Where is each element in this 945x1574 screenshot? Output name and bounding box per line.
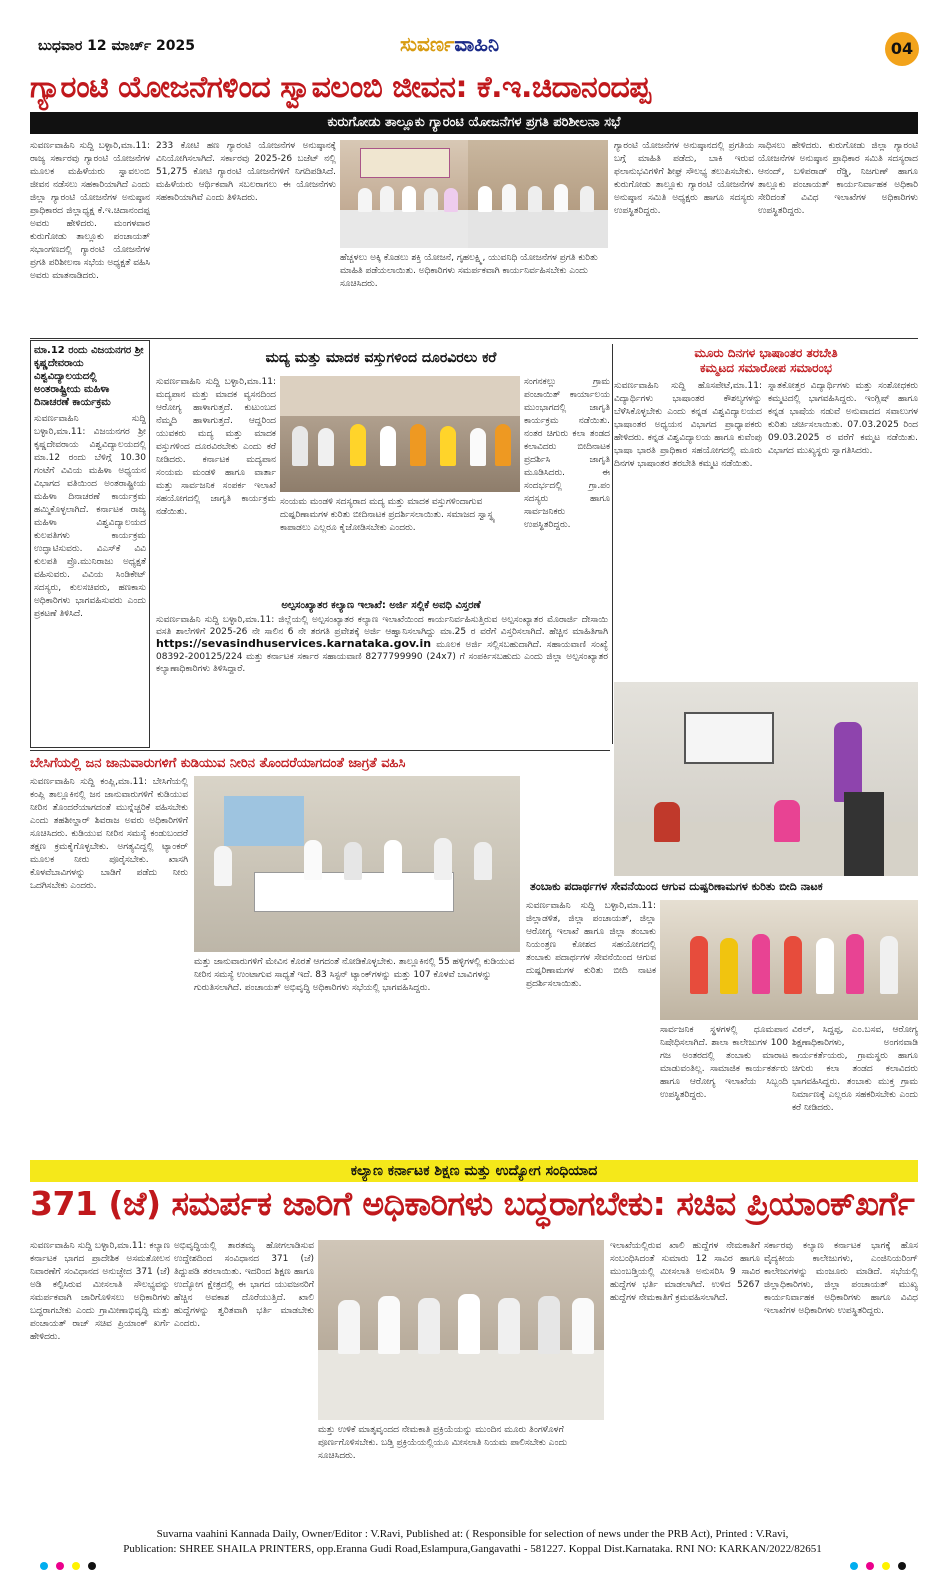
notice-headline: ಅಲ್ಪಸಂಖ್ಯಾತರ ಕಲ್ಯಾಣ ಇಲಾಖೆ: ಅರ್ಜಿ ಸಲ್ಲಿಕೆ ಅವಧಿ ವಿಸ್ತರಣೆ: [281, 600, 481, 611]
notice-url[interactable]: https://sevasindhuservices.karnataka.gov.in: [156, 637, 432, 650]
tobacco-headline: ತಂಬಾಕು ಪದಾರ್ಥಗಳ ಸೇವನೆಯಿಂದ ಆಗುವ ದುಷ್ಪರಿಣಾಮಗಳ ಕುರಿತು ಬೀದಿ ನಾಟಕ: [530, 880, 823, 893]
registration-dot: [898, 1562, 906, 1570]
translation-column-2: ಸ್ನಾತಕೋತ್ತರ ವಿದ್ಯಾರ್ಥಿಗಳು ಮತ್ತು ಸಂಶೋಧಕರು ಕಮ್ಮಟದಲ್ಲಿ ಭಾಗವಹಿಸಿದ್ದರು. ಇಂಗ್ಲಿಷ್ ಹಾಗೂ ಕನ್ನಡ ಭಾಷೆಯ ನಡುವೆ ಅನುವಾದದ ಸವಾಲುಗಳ ಕುರಿತು ಚರ್ಚಿಸಲಾಯಿತು. 07.03.2025 ರಿಂದ 09.03.2025 ರ ವರೆಗೆ ಕಮ್ಮಟ ನಡೆಯಿತು. ವಿಭಾಗದ ಮುಖ್ಯಸ್ಥರು ಸ್ವಾಗತಿಸಿದರು.: [768, 381, 918, 456]
tobacco-photo: [660, 900, 918, 1020]
tobacco-column-1: ಸುವರ್ಣವಾಹಿನಿ ಸುದ್ದಿ ಬಳ್ಳಾರಿ,ಮಾ.11: ಜಿಲ್ಲಾಡಳಿತ, ಜಿಲ್ಲಾ ಪಂಚಾಯತ್, ಜಿಲ್ಲಾ ಆರೋಗ್ಯ ಇಲಾಖೆ ಹಾಗೂ ಜಿಲ್ಲಾ ತಂಬಾಕು ನಿಯಂತ್ರಣ ಕೋಶದ ಸಹಯೋಗದಲ್ಲಿ ತಂಬಾಕು ಪದಾರ್ಥಗಳ ಸೇವನೆಯಿಂದ ಆಗುವ ದುಷ್ಪರಿಣಾಮಗಳ ಕುರಿತು ಬೀದಿ ನಾಟಕ ಪ್ರದರ್ಶಿಸಲಾಯಿತು.: [526, 901, 656, 989]
water-photo-caption: ಮತ್ತು ಜಾನುವಾರುಗಳಿಗೆ ಮೇವಿನ ಕೊರತೆ ಆಗದಂತೆ ನೋಡಿಕೊಳ್ಳಬೇಕು. ತಾಲ್ಲೂಕಿನಲ್ಲಿ 55 ಹಳ್ಳಿಗಳಲ್ಲಿ ಕುಡಿಯುವ ನೀರಿನ ಸಮಸ್ಯೆ ಉಂಟಾಗುವ ಸಾಧ್ಯತೆ ಇದೆ. 83 ಸಿಸ್ಟನ್ ಟ್ಯಾಂಕ್‌ಗಳನ್ನು ಮತ್ತು 107 ಕೊಳವೆ ಬಾವಿಗಳನ್ನು ಗುರುತಿಸಲಾಗಿದೆ. ಪಂಚಾಯತ್ ಅಭಿವೃದ್ಧಿ ಅಧಿಕಾರಿಗಳು ಸಭೆಯಲ್ಲಿ ಭಾಗವಹಿಸಿದ್ದರು.: [194, 957, 515, 993]
translation-title-line-1: ಮೂರು ದಿನಗಳ ಭಾಷಾಂತರ ತರಬೇತಿ: [694, 346, 838, 360]
kalyan-headline: 371 (ಜೆ) ಸಮರ್ಪಕ ಜಾರಿಗೆ ಅಧಿಕಾರಿಗಳು ಬದ್ಧರಾಗಬೇಕು: ಸಚಿವ ಪ್ರಿಯಾಂಕ್‌ಖರ್ಗೆ: [30, 1184, 915, 1223]
water-column-1: ಸುವರ್ಣವಾಹಿನಿ ಸುದ್ದಿ ಕಂಪ್ಲಿ,ಮಾ.11: ಬೇಸಿಗೆಯಲ್ಲಿ ಕಂಪ್ಲಿ ತಾಲ್ಲೂಕಿನಲ್ಲಿ ಜನ ಜಾನುವಾರುಗಳಿಗೆ ಕುಡಿಯುವ ನೀರಿನ ತೊಂದರೆಯಾಗದಂತೆ ಮುನ್ನೆಚ್ಚರಿಕೆ ವಹಿಸಬೇಕು ಎಂದು ತಹಶೀಲ್ದಾರ್ ಶಿವರಾಜ ಅವರು ಅಧಿಕಾರಿಗಳಿಗೆ ಸೂಚಿಸಿದರು. ಕುಡಿಯುವ ನೀರಿನ ಸಮಸ್ಯೆ ಕಂಡುಬಂದರೆ ತಕ್ಷಣ ಕ್ರಮಕೈಗೊಳ್ಳಬೇಕು. ಅಗತ್ಯವಿದ್ದಲ್ಲಿ ಟ್ಯಾಂಕರ್ ಮೂಲಕ ನೀರು ಪೂರೈಸಬೇಕು. ಖಾಸಗಿ ಕೊಳವೆಬಾವಿಗಳನ್ನು ಬಾಡಿಗೆ ಪಡೆದು ನೀರು ಒದಗಿಸಬೇಕು ಎಂದರು.: [30, 777, 188, 891]
tobacco-column-3: ವಿಠಲ್, ಸಿದ್ದಪ್ಪ, ಎಂ.ಬಸವ, ಆರೋಗ್ಯ ಶಿಕ್ಷಣಾಧಿಕಾರಿಗಳು, ಅಂಗನವಾಡಿ ಕಾರ್ಯಕರ್ತೆಯರು, ಗ್ರಾಮಸ್ಥರು ಹಾಗೂ ಚಿಗುರು ಕಲಾ ತಂಡದ ಕಲಾವಿದರು ಭಾಗವಹಿಸಿದ್ದರು. ತಂಬಾಕು ಮುಕ್ತ ಗ್ರಾಮ ನಿರ್ಮಾಣಕ್ಕೆ ಎಲ್ಲರೂ ಸಹಕರಿಸಬೇಕು ಎಂದು ಕರೆ ನೀಡಿದರು.: [792, 1025, 918, 1113]
lead-headline: ಗ್ಯಾರಂಟಿ ಯೋಜನೆಗಳಿಂದ ಸ್ವಾವಲಂಬಿ ಜೀವನ: ಕೆ.ಇ.ಚಿದಾನಂದಪ್ಪ: [30, 70, 651, 105]
divider: [30, 338, 918, 339]
tobacco-column-2: ಸಾರ್ವಜನಿಕ ಸ್ಥಳಗಳಲ್ಲಿ ಧೂಮಪಾನ ನಿಷೇಧಿಸಲಾಗಿದೆ. ಶಾಲಾ ಕಾಲೇಜುಗಳ 100 ಗಜ ಅಂತರದಲ್ಲಿ ತಂಬಾಕು ಮಾರಾಟ ಮಾಡುವಂತಿಲ್ಲ. ಸಾಮಾಜಿಕ ಕಾರ್ಯಕರ್ತರು ಹಾಗೂ ಆರೋಗ್ಯ ಇಲಾಖೆಯ ಸಿಬ್ಬಂದಿ ಉಪಸ್ಥಿತರಿದ್ದರು.: [660, 1025, 788, 1100]
lead-photo-caption: ಹೆಚ್ಚಳಲು ಅಕ್ಕಿ ಕೊಡಲು ಶಕ್ತಿ ಯೋಜನೆ, ಗೃಹಲಕ್ಷ್ಮಿ, ಯುವನಿಧಿ ಯೋಜನೆಗಳ ಪ್ರಗತಿ ಕುರಿತು ಮಾಹಿತಿ ಪಡೆಯಲಾಯಿತು. ಅಧಿಕಾರಿಗಳು ಸಮರ್ಪಕವಾಗಿ ಕಾರ್ಯನಿರ್ವಹಿಸಬೇಕು ಎಂದು ಸೂಚಿಸಿದರು.: [340, 253, 598, 289]
lead-column-3: ಗ್ಯಾರಂಟಿ ಯೋಜನೆಗಳ ಅನುಷ್ಠಾನದಲ್ಲಿ ಪ್ರಗತಿಯ ಬಗ್ಗೆ ಮಾಹಿತಿ ಪಡೆದು, ಬಾಕಿ ಇರುವ ಫಲಾನುಭವಿಗಳಿಗೆ ಶೀಘ್ರ ಸೌಲಭ್ಯ ತಲುಪಿಸಬೇಕು. ಕುರುಗೋಡು ತಾಲ್ಲೂಕು ಗ್ಯಾರಂಟಿ ಯೋಜನೆಗಳ ಅನುಷ್ಠಾನ ಸಮಿತಿ ಅಧ್ಯಕ್ಷರು ಹಾಗೂ ಸದಸ್ಯರು ಉಪಸ್ಥಿತರಿದ್ದರು.: [614, 141, 754, 216]
imprint-footer: [0, 1527, 945, 1557]
lead-photo: [340, 140, 468, 248]
registration-dot: [866, 1562, 874, 1570]
lead-subheadline: ಕುರುಗೋಡು ತಾಲ್ಲೂಕು ಗ್ಯಾರಂಟಿ ಯೋಜನೆಗಳ ಪ್ರಗತಿ ಪರಿಶೀಲನಾ ಸಭೆ: [30, 112, 918, 134]
sidebox-womens-day: [30, 340, 150, 748]
masthead: [0, 0, 945, 66]
banner-graphic: [360, 148, 450, 178]
wall-board: [224, 796, 304, 846]
lead-column-2: 233 ಕೋಟಿ ಹಣ ಗ್ಯಾರಂಟಿ ಯೋಜನೆಗಳ ಅನುಷ್ಠಾನಕ್ಕೆ ವಿನಿಯೋಗಿಸಲಾಗಿದೆ. ಸರ್ಕಾರವು 2025-26 ಬಜೆಟ್ ನಲ್ಲಿ 51,275 ಕೋಟಿ ಗ್ಯಾರಂಟಿ ಯೋಜನೆಗಳಿಗೆ ನಿಗದಿಪಡಿಸಿದೆ. ಮಹಿಳೆಯರು ಆರ್ಥಿಕವಾಗಿ ಸಬಲರಾಗಲು ಈ ಯೋಜನೆಗಳು ಸಹಕಾರಿಯಾಗಿವೆ ಎಂದು ತಿಳಿಸಿದರು.: [156, 141, 336, 203]
drug-column-1: ಸುವರ್ಣವಾಹಿನಿ ಸುದ್ದಿ ಬಳ್ಳಾರಿ,ಮಾ.11: ಮದ್ಯಪಾನ ಮತ್ತು ಮಾದಕ ವ್ಯಸನದಿಂದ ಆರೋಗ್ಯ ಹಾಳಾಗುತ್ತದೆ. ಕುಟುಂಬದ ನೆಮ್ಮದಿ ಹಾಳಾಗುತ್ತದೆ. ಆದ್ದರಿಂದ ಯುವಕರು ಮದ್ಯ ಮತ್ತು ಮಾದಕ ವಸ್ತುಗಳಿಂದ ದೂರವಿರಬೇಕು ಎಂದು ಕರೆ ನೀಡಿದರು. ಕರ್ನಾಟಕ ಮದ್ಯಪಾನ ಸಂಯಮ ಮಂಡಳಿ ಹಾಗೂ ವಾರ್ತಾ ಮತ್ತು ಸಾರ್ವಜನಿಕ ಸಂಪರ್ಕ ಇಲಾಖೆ ಸಹಯೋಗದಲ್ಲಿ ಜಾಗೃತಿ ಕಾರ್ಯಕ್ರಮ ನಡೆಯಿತು.: [156, 377, 276, 517]
kalyan-column-2: ಅಭಿವೃದ್ಧಿಯಲ್ಲಿ ತಾರತಮ್ಯ ಹೋಗಲಾಡಿಸುವ ಉದ್ದೇಶದಿಂದ ಸಂವಿಧಾನದ 371 (ಜೆ) ತಿದ್ದುಪಡಿ ತರಲಾಯಿತು. ಇದರಿಂದ ಶಿಕ್ಷಣ ಹಾಗೂ ಉದ್ಯೋಗ ಕ್ಷೇತ್ರದಲ್ಲಿ ಈ ಭಾಗದ ಯುವಜನರಿಗೆ ಹೆಚ್ಚಿನ ಅವಕಾಶ ದೊರೆಯುತ್ತಿದೆ. ಖಾಲಿ ಹುದ್ದೆಗಳನ್ನು ತ್ವರಿತವಾಗಿ ಭರ್ತಿ ಮಾಡಬೇಕು ಎಂದರು.: [174, 1241, 314, 1329]
lead-column-1: ಸುವರ್ಣವಾಹಿನಿ ಸುದ್ದಿ ಬಳ್ಳಾರಿ,ಮಾ.11: ರಾಜ್ಯ ಸರ್ಕಾರವು ಗ್ಯಾರಂಟಿ ಯೋಜನೆಗಳ ಮೂಲಕ ಮಹಿಳೆಯರು ಸ್ವಾವಲಂಬಿ ಜೀವನ ನಡೆಸಲು ಸಹಕಾರಿಯಾಗಿದೆ ಎಂದು ಜಿಲ್ಲಾ ಗ್ಯಾರಂಟಿ ಯೋಜನೆಗಳ ಅನುಷ್ಠಾನ ಪ್ರಾಧಿಕಾರದ ಜಿಲ್ಲಾಧ್ಯಕ್ಷ ಕೆ.ಇ.ಚಿದಾನಂದಪ್ಪ ಅವರು ಹೇಳಿದರು. ಮಂಗಳವಾರ ಕುರುಗೋಡು ತಾಲ್ಲೂಕು ಪಂಚಾಯತ್ ಸಭಾಂಗಣದಲ್ಲಿ ಗ್ಯಾರಂಟಿ ಯೋಜನೆಗಳ ಪ್ರಗತಿ ಪರಿಶೀಲನಾ ಸಭೆಯ ಅಧ್ಯಕ್ಷತೆ ವಹಿಸಿ ಅವರು ಮಾತನಾಡಿದರು.: [30, 141, 150, 281]
date-line: ಬುಧವಾರ 12 ಮಾರ್ಚ್ 2025: [38, 38, 195, 54]
kalyan-band: ಕಲ್ಯಾಣ ಕರ್ನಾಟಕ ಶಿಕ್ಷಣ ಮತ್ತು ಉದ್ಯೋಗ ಸಂಧಿಯಾದ: [30, 1160, 918, 1182]
imprint-line-2: Publication: SHREE SHAILA PRINTERS, opp.Eranna Gudi Road,Eslampura,Gangavathi - 581227. Koppal Dist.Karnataka. RNI NO: KARKAN/2022/82651: [123, 1543, 822, 1555]
kalyan-column-3: ಇಲಾಖೆಯಲ್ಲಿರುವ ಖಾಲಿ ಹುದ್ದೆಗಳ ನೇಮಕಾತಿಗೆ ಸಂಬಂಧಿಸಿದಂತೆ ಸುಮಾರು 12 ಸಾವಿರ ಹಾಗೂ ಮುಂಬಡ್ತಿಯಲ್ಲಿ ಮೀಸಲಾತಿ ಅನುಸರಿಸಿ 9 ಸಾವಿರ ಹುದ್ದೆಗಳ ಭರ್ತಿ ಮಾಡಲಾಗಿದೆ. ಉಳಿದ 5267 ಹುದ್ದೆಗಳ ನೇಮಕಾತಿಗೆ ಕ್ರಮವಹಿಸಲಾಗಿದೆ.: [610, 1241, 760, 1303]
water-column-2: [526, 776, 610, 876]
table-graphic: [340, 210, 468, 248]
lead-column-4: ಸಾಧಿಸಲು ಹೇಳಿದರು. ಕುರುಗೋಡು ಜಿಲ್ಲಾ ಗ್ಯಾರಂಟಿ ಯೋಜನೆಗಳ ಅನುಷ್ಠಾನ ಪ್ರಾಧಿಕಾರ ಸಮಿತಿ ಸದಸ್ಯರಾದ ಆನಂದ್, ಬಳಿಪರಾಡ್ ರೆಡ್ಡಿ, ನಿಜಗುಣ್ ಹಾಗೂ ತಾಲ್ಲೂಕು ಪಂಚಾಯತ್ ಕಾರ್ಯನಿರ್ವಾಹಕ ಅಧಿಕಾರಿ ಸೇರಿದಂತೆ ವಿವಿಧ ಇಲಾಖೆಗಳ ಅಧಿಕಾರಿಗಳು ಉಪಸ್ಥಿತರಿದ್ದರು.: [758, 141, 918, 216]
registration-dot: [56, 1562, 64, 1570]
divider-vertical: [612, 344, 613, 744]
notice-body: [156, 614, 608, 744]
drug-headline: ಮದ್ಯ ಮತ್ತು ಮಾದಕ ವಸ್ತುಗಳಿಂದ ದೂರವಿರಲು ಕರೆ: [265, 350, 497, 366]
divider: [30, 750, 610, 751]
kalyan-photo: [318, 1240, 604, 1420]
notice-text-2: ಮೂಲಕ ಅರ್ಜಿ ಸಲ್ಲಿಸಬಹುದಾಗಿದೆ. ಸಹಾಯವಾಣಿ ಸಂಖ್ಯೆ 08392-200125/224 ಮತ್ತು ಕರ್ನಾಟಕ ಸರ್ಕಾರ ಸಹಾಯವಾಣಿ 8277799990 (24x7) ಗೆ ಸಂಪರ್ಕಿಸಬಹುದು ಎಂದು ಜಿಲ್ಲಾ ಅಲ್ಪಸಂಖ್ಯಾತರ ಕಲ್ಯಾಣಾಧಿಕಾರಿಗಳು ತಿಳಿಸಿದ್ದಾರೆ.: [156, 640, 608, 674]
podium: [844, 792, 884, 876]
drug-photo-caption: ಸಂಯಮ ಮಂಡಳಿ ಸದಸ್ಯರಾದ ಮದ್ಯ ಮತ್ತು ಮಾದಕ ವಸ್ತುಗಳಿಂದಾಗುವ ದುಷ್ಪರಿಣಾಮಗಳ ಕುರಿತು ಬೀದಿನಾಟಕ ಪ್ರದರ್ಶಿಸಲಾಯಿತು. ಸಮಾಜದ ಸ್ವಾಸ್ಥ್ಯ ಕಾಪಾಡಲು ಎಲ್ಲರೂ ಕೈಜೋಡಿಸಬೇಕು ಎಂದರು.: [280, 497, 495, 533]
water-headline: ಬೇಸಿಗೆಯಲ್ಲಿ ಜನ ಜಾನುವಾರುಗಳಿಗೆ ಕುಡಿಯುವ ನೀರಿನ ತೊಂದರೆಯಾಗದಂತೆ ಜಾಗ್ರತೆ ವಹಿಸಿ: [30, 756, 406, 771]
registration-dot: [88, 1562, 96, 1570]
translation-title-line-2: ಕಮ್ಮಟದ ಸಮಾರೋಪ ಸಮಾರಂಭ: [700, 361, 832, 375]
sidebox-title: ಮಾ.12 ರಂದು ವಿಜಯನಗರ ಶ್ರೀ ಕೃಷ್ಣದೇವರಾಯ ವಿಶ್ವವಿದ್ಯಾಲಯದಲ್ಲಿ ಅಂತರಾಷ್ಟ್ರೀಯ ಮಹಿಳಾ ದಿನಾಚರಣೆ ಕಾರ್ಯಕ್ರಮ: [34, 345, 144, 408]
brand-right: ವಾಹಿನಿ: [454, 32, 500, 56]
water-photo: [194, 776, 520, 952]
drug-column-2: ಸಂಗನಕಲ್ಲು ಗ್ರಾಮ ಪಂಚಾಯಿತ್ ಕಾರ್ಯಾಲಯ ಮುಂಭಾಗದಲ್ಲಿ ಜಾಗೃತಿ ಕಾರ್ಯಕ್ರಮ ನಡೆಯಿತು. ನಂತರ ಚಿಗುರು ಕಲಾ ತಂಡದ ಕಲಾವಿದರು ಬೀದಿನಾಟಕ ಪ್ರದರ್ಶಿಸಿ ಜಾಗೃತಿ ಮೂಡಿಸಿದರು. ಈ ಸಂದರ್ಭದಲ್ಲಿ ಗ್ರಾ.ಪಂ ಸದಸ್ಯರು ಹಾಗೂ ಸಾರ್ವಜನಿಕರು ಉಪಸ್ಥಿತರಿದ್ದರು.: [524, 377, 610, 530]
registration-dot: [72, 1562, 80, 1570]
page-number: 04: [885, 32, 919, 66]
registration-dot: [850, 1562, 858, 1570]
registration-dot: [882, 1562, 890, 1570]
translation-photo: [614, 682, 918, 876]
translation-headline: [614, 346, 918, 376]
projector-screen: [684, 712, 774, 764]
kalyan-column-4: ಸರ್ಕಾರವು ಕಲ್ಯಾಣ ಕರ್ನಾಟಕ ಭಾಗಕ್ಕೆ ಹೊಸ ವೈದ್ಯಕೀಯ ಕಾಲೇಜುಗಳು, ಎಂಜಿನಿಯರಿಂಗ್ ಕಾಲೇಜುಗಳನ್ನು ಮಂಜೂರು ಮಾಡಿದೆ. ಸಭೆಯಲ್ಲಿ ಜಿಲ್ಲಾಧಿಕಾರಿಗಳು, ಜಿಲ್ಲಾ ಪಂಚಾಯತ್ ಮುಖ್ಯ ಕಾರ್ಯನಿರ್ವಾಹಕ ಅಧಿಕಾರಿಗಳು ಹಾಗೂ ವಿವಿಧ ಇಲಾಖೆಗಳ ಅಧಿಕಾರಿಗಳು ಉಪಸ್ಥಿತರಿದ್ದರು.: [764, 1241, 918, 1316]
kalyan-column-1: ಸುವರ್ಣವಾಹಿನಿ ಸುದ್ದಿ ಬಳ್ಳಾರಿ,ಮಾ.11: ಕಲ್ಯಾಣ ಕರ್ನಾಟಕ ಭಾಗದ ಪ್ರಾದೇಶಿಕ ಅಸಮತೋಲನ ನಿವಾರಣೆಗೆ ಸಂವಿಧಾನದ ಅನುಚ್ಛೇದ 371 (ಜೆ) ಅಡಿ ಕಲ್ಪಿಸಿರುವ ಮೀಸಲಾತಿ ಸೌಲಭ್ಯವನ್ನು ಸಮರ್ಪಕವಾಗಿ ಜಾರಿಗೊಳಿಸಲು ಅಧಿಕಾರಿಗಳು ಬದ್ಧರಾಗಬೇಕು ಎಂದು ಗ್ರಾಮೀಣಾಭಿವೃದ್ಧಿ ಮತ್ತು ಪಂಚಾಯತ್ ರಾಜ್ ಸಚಿವ ಪ್ರಿಯಾಂಕ್ ಖರ್ಗೆ ಹೇಳಿದರು.: [30, 1241, 170, 1342]
imprint-line-1: Suvarna vaahini Kannada Daily, Owner/Editor : V.Ravi, Published at: ( Responsible for selection of news under the PRB Act), Printed : V.Ravi,: [156, 1528, 789, 1540]
brand-left: ಸುವರ್ಣ: [400, 32, 455, 56]
translation-column-1: ಸುವರ್ಣವಾಹಿನಿ ಸುದ್ದಿ ಹೊಸಪೇಟೆ,ಮಾ.11: ವಿದ್ಯಾರ್ಥಿಗಳು ಭಾಷಾಂತರ ಕೌಶಲ್ಯಗಳನ್ನು ಬೆಳೆಸಿಕೊಳ್ಳಬೇಕು ಎಂದು ಕನ್ನಡ ವಿಶ್ವವಿದ್ಯಾಲಯದ ಭಾಷಾಂತರ ಅಧ್ಯಯನ ವಿಭಾಗದ ಪ್ರಾಧ್ಯಾಪಕರು ಹೇಳಿದರು. ಕನ್ನಡ ವಿಶ್ವವಿದ್ಯಾಲಯ ಹಾಗೂ ಕುವೆಂಪು ಭಾಷಾ ಭಾರತಿ ಪ್ರಾಧಿಕಾರ ಸಹಯೋಗದಲ್ಲಿ ಮೂರು ದಿನಗಳ ಭಾಷಾಂತರ ತರಬೇತಿ ಕಮ್ಮಟ ನಡೆಯಿತು.: [614, 381, 762, 469]
registration-dot: [40, 1562, 48, 1570]
sidebox-body: ಸುವರ್ಣವಾಹಿನಿ ಸುದ್ದಿ ಬಳ್ಳಾರಿ,ಮಾ.11: ವಿಜಯನಗರ ಶ್ರೀ ಕೃಷ್ಣದೇವರಾಯ ವಿಶ್ವವಿದ್ಯಾಲಯದಲ್ಲಿ ಮಾ.12 ರಂದು ಬೆಳಿಗ್ಗೆ 10.30 ಗಂಟೆಗೆ ವಿವಿಯ ಮಹಿಳಾ ಅಧ್ಯಯನ ವಿಭಾಗದ ವತಿಯಿಂದ ಅಂತರಾಷ್ಟ್ರೀಯ ಮಹಿಳಾ ದಿನಾಚರಣೆ ಕಾರ್ಯಕ್ರಮ ಹಮ್ಮಿಕೊಳ್ಳಲಾಗಿದೆ. ಕರ್ನಾಟಕ ರಾಜ್ಯ ಮಹಿಳಾ ವಿಶ್ವವಿದ್ಯಾಲಯದ ಕುಲಪತಿಗಳು ಕಾರ್ಯಕ್ರಮ ಉದ್ಘಾಟಿಸುವರು. ವಿಎಸ್‌ಕೆ ವಿವಿ ಕುಲಪತಿ ಪ್ರೊ.ಮುನಿರಾಜು ಅಧ್ಯಕ್ಷತೆ ವಹಿಸುವರು. ವಿವಿಯ ಸಿಂಡಿಕೇಟ್ ಸದಸ್ಯರು, ಕುಲಸಚಿವರು, ಹಣಕಾಸು ಅಧಿಕಾರಿಗಳು ಭಾಗವಹಿಸುವರು ಎಂದು ಪ್ರಕಟಣೆ ತಿಳಿಸಿದೆ.: [34, 414, 146, 619]
brand-logo: [400, 32, 499, 56]
notice-text: ಸುವರ್ಣವಾಹಿನಿ ಸುದ್ದಿ ಬಳ್ಳಾರಿ,ಮಾ.11: ಜಿಲ್ಲೆಯಲ್ಲಿ ಅಲ್ಪಸಂಖ್ಯಾತರ ಕಲ್ಯಾಣ ಇಲಾಖೆಯಿಂದ ಕಾರ್ಯನಿರ್ವಹಿಸುತ್ತಿರುವ ಅಲ್ಪಸಂಖ್ಯಾತರ ಮೊರಾರ್ಜಿ ದೇಸಾಯಿ ವಸತಿ ಶಾಲೆಗಳಿಗೆ 2025-26 ನೇ ಸಾಲಿನ 6 ನೇ ತರಗತಿ ಪ್ರವೇಶಕ್ಕೆ ಅರ್ಜಿ ಆಹ್ವಾನಿಸಲಾಗಿದ್ದು ಮಾ.25 ರ ವರೆಗೆ ವಿಸ್ತರಿಸಲಾಗಿದೆ. ಹೆಚ್ಚಿನ ಮಾಹಿತಿಗಾಗಿ: [156, 615, 608, 637]
drug-photo: [280, 376, 520, 492]
lead-photo-2: [468, 140, 608, 248]
kalyan-photo-caption: ಮತ್ತು ಉಳಿಕೆ ಮಾತೃವೃಂದದ ನೇಮಕಾತಿ ಪ್ರಕ್ರಿಯೆಯನ್ನು ಮುಂದಿನ ಮೂರು ತಿಂಗಳೊಳಗೆ ಪೂರ್ಣಗೊಳಿಸಬೇಕು. ಬಡ್ತಿ ಪ್ರಕ್ರಿಯೆಯಲ್ಲಿಯೂ ಮೀಸಲಾತಿ ನಿಯಮ ಪಾಲಿಸಬೇಕು ಎಂದು ಸೂಚಿಸಿದರು.: [318, 1425, 568, 1461]
